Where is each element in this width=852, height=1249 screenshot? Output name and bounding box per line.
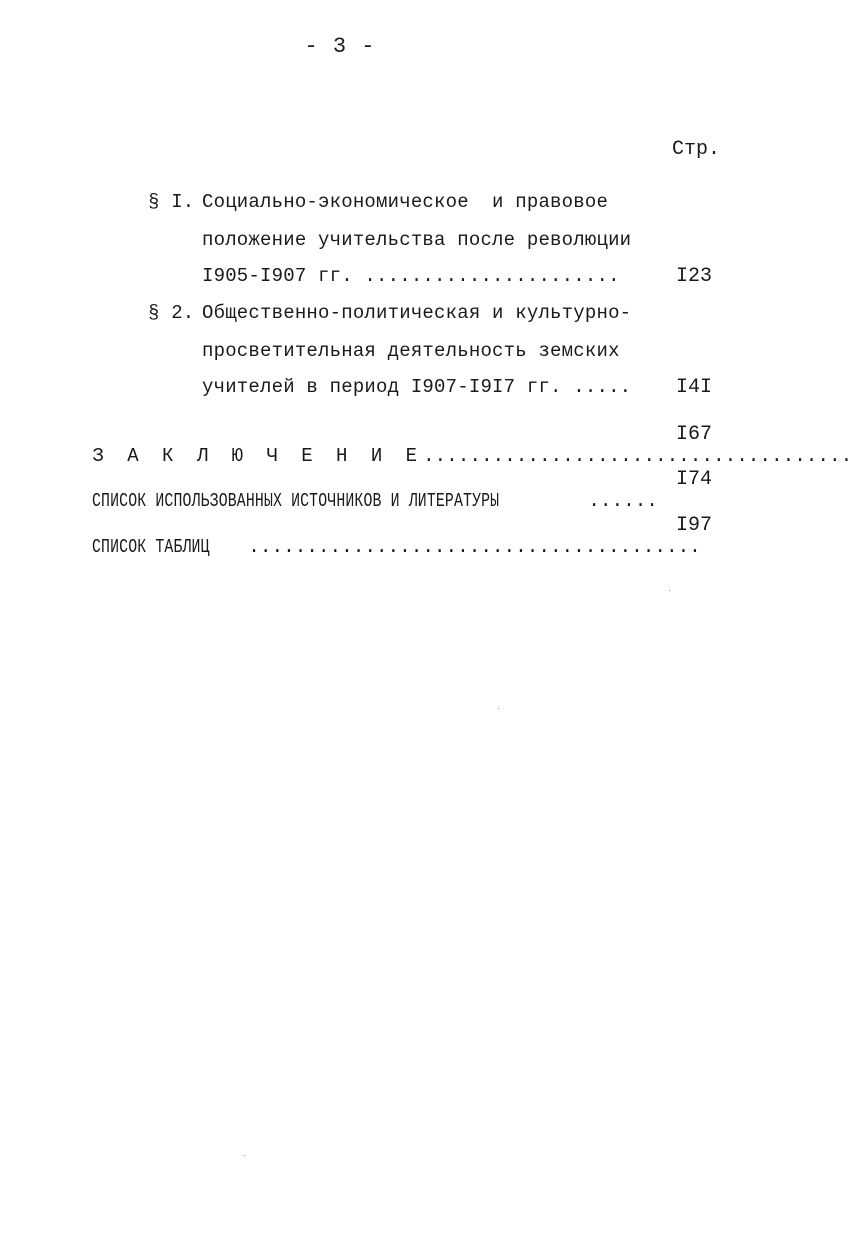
conclusion-page: I67 bbox=[676, 423, 713, 446]
conclusion-label: З А К Л Ю Ч Е Н И Е bbox=[92, 445, 424, 467]
conclusion-leader-dots: ..................................... bbox=[423, 445, 852, 467]
scan-speck bbox=[498, 708, 499, 709]
tables-leader-dots: ....................................... bbox=[248, 536, 701, 558]
section-2-title-line-3: учителей в период I907-I9I7 гг. ..... bbox=[202, 376, 632, 398]
page-number: - 3 - bbox=[304, 34, 376, 59]
section-1-page: I23 bbox=[676, 265, 713, 288]
section-2-marker: § 2. bbox=[148, 302, 195, 324]
scan-speck bbox=[244, 1155, 245, 1156]
section-1-title-line-3: I905-I907 гг. ...................... bbox=[202, 265, 620, 287]
pages-column-header: Стр. bbox=[672, 138, 721, 161]
section-1-title-line-1: Социально-экономическое и правовое bbox=[202, 191, 609, 213]
tables-page: I97 bbox=[676, 514, 713, 537]
sources-label: СПИСОК ИСПОЛЬЗОВАННЫХ ИСТОЧНИКОВ И ЛИТЕРАТУРЫ bbox=[92, 490, 500, 512]
sources-page: I74 bbox=[676, 468, 713, 491]
sources-leader-dots: ...... bbox=[588, 490, 659, 512]
section-2-page: I4I bbox=[676, 376, 713, 399]
scan-speck bbox=[669, 590, 670, 591]
section-2-title-line-1: Общественно-политическая и культурно- bbox=[202, 302, 632, 324]
tables-label: СПИСОК ТАБЛИЦ bbox=[92, 536, 211, 558]
section-1-title-line-2: положение учительства после революции bbox=[202, 229, 632, 251]
section-2-title-line-2: просветительная деятельность земских bbox=[202, 340, 620, 362]
section-1-marker: § I. bbox=[148, 191, 195, 213]
